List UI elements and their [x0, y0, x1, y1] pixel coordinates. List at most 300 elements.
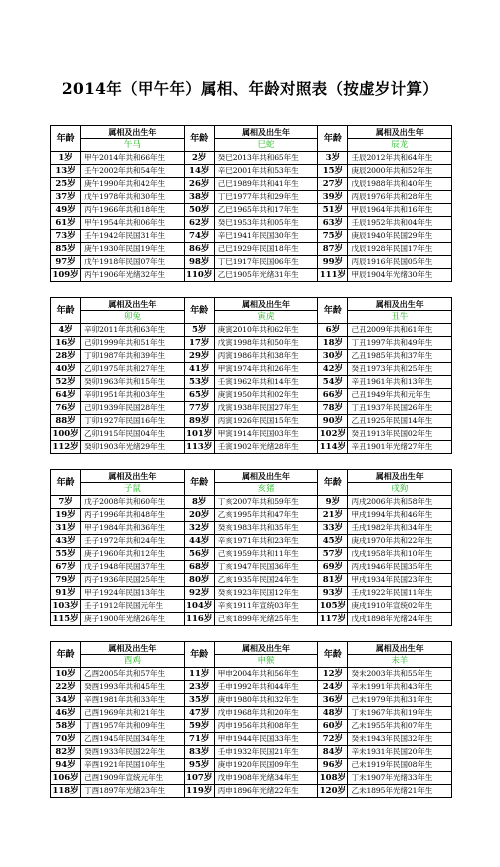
- zodiac-year-column-header: 属相及出生年: [348, 642, 452, 655]
- age-cell: 22岁: [51, 681, 81, 694]
- birth-year-cell: 庚戌1910年宣统02年生: [348, 600, 452, 613]
- age-cell: 34岁: [51, 694, 81, 707]
- table-row: [51, 178, 452, 191]
- age-cell: 31岁: [51, 522, 81, 535]
- birth-year-cell: 庚申1980年共和32年生: [214, 694, 318, 707]
- zodiac-year-column-header: 属相及出生年: [348, 470, 452, 483]
- age-cell: 83岁: [184, 746, 214, 759]
- birth-year-cell: 癸未1943年民国32年生: [348, 733, 452, 746]
- birth-year-cell: 甲申2004年共和56年生: [214, 668, 318, 681]
- birth-year-cell: 乙巳1965年共和17年生: [214, 204, 318, 217]
- birth-year-cell: 戊戌1958年共和10年生: [348, 548, 452, 561]
- table-row: [51, 256, 452, 269]
- age-cell: 48岁: [318, 707, 348, 720]
- table-row: [51, 243, 452, 256]
- birth-year-cell: 己丑1949年共和元年生: [348, 389, 452, 402]
- age-cell: 32岁: [184, 522, 214, 535]
- age-cell: 98岁: [184, 256, 214, 269]
- birth-year-cell: 丙午1966年共和18年生: [81, 204, 185, 217]
- age-cell: 61岁: [51, 217, 81, 230]
- birth-year-cell: 癸巳1953年共和05年生: [214, 217, 318, 230]
- age-cell: 28岁: [51, 350, 81, 363]
- age-cell: 120岁: [319, 786, 346, 796]
- age-cell: 113岁: [186, 442, 213, 452]
- age-cell: 88岁: [51, 415, 81, 428]
- age-column-header: 年龄: [51, 126, 81, 152]
- age-cell: 102岁: [319, 429, 346, 439]
- birth-year-cell: 壬戌1982年共和34年生: [348, 522, 452, 535]
- age-cell: 72岁: [318, 733, 348, 746]
- age-cell: 11岁: [184, 668, 214, 681]
- birth-year-cell: 壬戌1922年民国11年生: [348, 587, 452, 600]
- age-cell: 15岁: [318, 165, 348, 178]
- birth-year-cell: 乙巳1905年光绪31年生: [214, 269, 318, 282]
- age-cell: 74岁: [184, 230, 214, 243]
- birth-year-cell: 丁未1907年光绪33年生: [348, 772, 452, 785]
- birth-year-cell: 壬申1932年民国21年生: [214, 746, 318, 759]
- birth-year-cell: 丁酉1957年共和09年生: [81, 720, 185, 733]
- age-cell: 4岁: [51, 324, 81, 337]
- birth-year-cell: 癸酉1933年民国22年生: [81, 746, 185, 759]
- age-cell: 56岁: [184, 548, 214, 561]
- birth-year-cell: 丁丑1997年共和49年生: [348, 337, 452, 350]
- birth-year-cell: 甲午1954年共和06年生: [81, 217, 185, 230]
- table-row: [51, 217, 452, 230]
- birth-year-cell: 戊寅1938年民国27年生: [214, 402, 318, 415]
- table-row: [51, 350, 452, 363]
- birth-year-cell: 戊申1908年光绪34年生: [214, 772, 318, 785]
- age-cell: 17岁: [184, 337, 214, 350]
- table-row: [51, 376, 452, 389]
- birth-year-cell: 辛亥1911年宣统03年生: [214, 600, 318, 613]
- age-column-header: 年龄: [184, 642, 214, 668]
- birth-year-cell: 丁卯1927年民国16年生: [81, 415, 185, 428]
- age-cell: 87岁: [318, 243, 348, 256]
- birth-year-cell: 己未1979年共和31年生: [348, 694, 452, 707]
- birth-year-cell: 壬申1992年共和44年生: [214, 681, 318, 694]
- age-cell: 99岁: [318, 256, 348, 269]
- birth-year-cell: 庚午1990年共和42年生: [81, 178, 185, 191]
- age-cell: 110岁: [186, 270, 213, 280]
- birth-year-cell: 乙未1955年共和07年生: [348, 720, 452, 733]
- table-row: [51, 428, 452, 441]
- age-cell: 8岁: [184, 496, 214, 509]
- age-cell: 25岁: [51, 178, 81, 191]
- birth-year-cell: 戊辰1928年民国17年生: [348, 243, 452, 256]
- age-cell: 64岁: [51, 389, 81, 402]
- zodiac-year-column-header: 属相及出生年: [81, 642, 185, 655]
- birth-year-cell: 戊午1918年民国07年生: [81, 256, 185, 269]
- age-cell: 90岁: [318, 415, 348, 428]
- table-row: [51, 707, 452, 720]
- birth-year-cell: 丁巳1977年共和29年生: [214, 191, 318, 204]
- table-row: [51, 165, 452, 178]
- zodiac-name: 辰龙: [348, 139, 452, 152]
- age-cell: 23岁: [184, 681, 214, 694]
- birth-year-cell: 庚寅2010年共和62年生: [214, 324, 318, 337]
- birth-year-cell: 庚午1930年民国19年生: [81, 243, 185, 256]
- age-cell: 118岁: [52, 786, 79, 796]
- birth-year-cell: 乙酉1945年民国34年生: [81, 733, 185, 746]
- birth-year-cell: 庚子1900年光绪26年生: [81, 613, 185, 626]
- birth-year-cell: 乙卯1915年民国04年生: [81, 428, 185, 441]
- age-cell: 93岁: [318, 587, 348, 600]
- birth-year-cell: 辛未1991年共和43年生: [348, 681, 452, 694]
- age-cell: 108岁: [319, 773, 346, 783]
- birth-year-cell: 癸丑1913年民国02年生: [348, 428, 452, 441]
- birth-year-cell: 戊戌1898年光绪24年生: [348, 613, 452, 626]
- birth-year-cell: 癸卯1963年共和15年生: [81, 376, 185, 389]
- table-row: [51, 720, 452, 733]
- age-cell: 100岁: [52, 429, 79, 439]
- birth-year-cell: 壬午1942年民国31年生: [81, 230, 185, 243]
- table-row: [51, 402, 452, 415]
- birth-year-cell: 辛卯1951年共和03年生: [81, 389, 185, 402]
- table-row: [51, 785, 452, 798]
- age-cell: 45岁: [318, 535, 348, 548]
- table-row: [51, 561, 452, 574]
- birth-year-cell: 壬午2002年共和54年生: [81, 165, 185, 178]
- birth-year-cell: 己酉1909年宣统元年生: [81, 772, 185, 785]
- zodiac-name: 巳蛇: [214, 139, 318, 152]
- age-cell: 69岁: [318, 561, 348, 574]
- zodiac-block-3: [50, 469, 452, 626]
- age-column-header: 年龄: [51, 298, 81, 324]
- age-cell: 2岁: [184, 152, 214, 165]
- age-cell: 18岁: [318, 337, 348, 350]
- age-cell: 117岁: [319, 614, 346, 624]
- birth-year-cell: 壬寅1962年共和14年生: [214, 376, 318, 389]
- age-cell: 65岁: [184, 389, 214, 402]
- birth-year-cell: 癸卯1903年光绪29年生: [81, 441, 185, 454]
- age-cell: 26岁: [184, 178, 214, 191]
- age-cell: 68岁: [184, 561, 214, 574]
- birth-year-cell: 辛亥1971年共和23年生: [214, 535, 318, 548]
- age-cell: 7岁: [51, 496, 81, 509]
- birth-year-cell: 丁未1967年共和19年生: [348, 707, 452, 720]
- birth-year-cell: 癸巳2013年共和65年生: [214, 152, 318, 165]
- age-cell: 24岁: [318, 681, 348, 694]
- birth-year-cell: 癸亥1923年民国12年生: [214, 587, 318, 600]
- zodiac-name: 午马: [81, 139, 185, 152]
- birth-year-cell: 壬辰2012年共和64年生: [348, 152, 452, 165]
- zodiac-name: 丑牛: [348, 311, 452, 324]
- age-column-header: 年龄: [51, 470, 81, 496]
- birth-year-cell: 己巳1989年共和41年生: [214, 178, 318, 191]
- birth-year-cell: 己亥1959年共和11年生: [214, 548, 318, 561]
- age-cell: 58岁: [51, 720, 81, 733]
- birth-year-cell: 甲辰1964年共和16年生: [348, 204, 452, 217]
- birth-year-cell: 戊子2008年共和60年生: [81, 496, 185, 509]
- age-cell: 3岁: [318, 152, 348, 165]
- age-cell: 70岁: [51, 733, 81, 746]
- table-row: [51, 548, 452, 561]
- age-cell: 95岁: [184, 759, 214, 772]
- age-cell: 105岁: [319, 601, 346, 611]
- table-row: [51, 152, 452, 165]
- birth-year-cell: 癸亥1983年共和35年生: [214, 522, 318, 535]
- table-row: [51, 600, 452, 613]
- birth-year-cell: 丙辰1976年共和28年生: [348, 191, 452, 204]
- zodiac-year-column-header: 属相及出生年: [214, 126, 318, 139]
- birth-year-cell: 丙申1956年共和08年生: [214, 720, 318, 733]
- birth-year-cell: 辛丑1961年共和13年生: [348, 376, 452, 389]
- zodiac-year-column-header: 属相及出生年: [81, 470, 185, 483]
- birth-year-cell: 丁卯1987年共和39年生: [81, 350, 185, 363]
- zodiac-name: 卯兔: [81, 311, 185, 324]
- age-cell: 53岁: [184, 376, 214, 389]
- birth-year-cell: 庚申1920年民国09年生: [214, 759, 318, 772]
- birth-year-cell: 甲戌1994年共和46年生: [348, 509, 452, 522]
- birth-year-cell: 甲午2014年共和66年生: [81, 152, 185, 165]
- birth-year-cell: 己酉1969年共和21年生: [81, 707, 185, 720]
- age-cell: 37岁: [51, 191, 81, 204]
- age-cell: 60岁: [318, 720, 348, 733]
- age-column-header: 年龄: [318, 642, 348, 668]
- table-row: [51, 441, 452, 454]
- birth-year-cell: 乙未1895年光绪21年生: [348, 785, 452, 798]
- zodiac-name: 酉鸡: [81, 655, 185, 668]
- age-cell: 76岁: [51, 402, 81, 415]
- birth-year-cell: 丙辰1916年民国05年生: [348, 256, 452, 269]
- birth-year-cell: 甲寅1974年共和26年生: [214, 363, 318, 376]
- table-row: [51, 509, 452, 522]
- birth-year-cell: 甲寅1914年民国03年生: [214, 428, 318, 441]
- table-row: [51, 668, 452, 681]
- birth-year-cell: 甲申1944年民国33年生: [214, 733, 318, 746]
- age-cell: 41岁: [184, 363, 214, 376]
- birth-year-cell: 戊子1948年民国37年生: [81, 561, 185, 574]
- birth-year-cell: 庚辰1940年民国29年生: [348, 230, 452, 243]
- age-cell: 54岁: [318, 376, 348, 389]
- age-cell: 84岁: [318, 746, 348, 759]
- birth-year-cell: 庚辰2000年共和52年生: [348, 165, 452, 178]
- table-row: [51, 759, 452, 772]
- age-cell: 114岁: [319, 442, 346, 452]
- age-cell: 55岁: [51, 548, 81, 561]
- birth-year-cell: 己未1919年民国08年生: [348, 759, 452, 772]
- age-cell: 51岁: [318, 204, 348, 217]
- age-cell: 67岁: [51, 561, 81, 574]
- age-cell: 107岁: [186, 773, 213, 783]
- age-column-header: 年龄: [318, 470, 348, 496]
- birth-year-cell: 戊寅1998年共和50年生: [214, 337, 318, 350]
- age-cell: 101岁: [186, 429, 213, 439]
- table-row: [51, 363, 452, 376]
- birth-year-cell: 甲戌1934年民国23年生: [348, 574, 452, 587]
- birth-year-cell: 丙午1906年光绪32年生: [81, 269, 185, 282]
- age-cell: 71岁: [184, 733, 214, 746]
- age-cell: 27岁: [318, 178, 348, 191]
- age-cell: 21岁: [318, 509, 348, 522]
- table-row: [51, 613, 452, 626]
- birth-year-cell: 辛卯2011年共和63年生: [81, 324, 185, 337]
- age-cell: 115岁: [52, 614, 79, 624]
- age-cell: 109岁: [52, 270, 79, 280]
- birth-year-cell: 壬寅1902年光绪28年生: [214, 441, 318, 454]
- zodiac-block-1: [50, 125, 452, 282]
- table-row: [51, 415, 452, 428]
- zodiac-name: 寅虎: [214, 311, 318, 324]
- age-cell: 19岁: [51, 509, 81, 522]
- age-cell: 52岁: [51, 376, 81, 389]
- age-cell: 46岁: [51, 707, 81, 720]
- birth-year-cell: 甲辰1904年光绪30年生: [348, 269, 452, 282]
- table-row: [51, 204, 452, 217]
- birth-year-cell: 己巳1929年民国18年生: [214, 243, 318, 256]
- age-column-header: 年龄: [184, 298, 214, 324]
- birth-year-cell: 丁亥2007年共和59年生: [214, 496, 318, 509]
- birth-year-cell: 戊辰1988年共和40年生: [348, 178, 452, 191]
- birth-year-cell: 丁巳1917年民国06年生: [214, 256, 318, 269]
- age-column-header: 年龄: [184, 470, 214, 496]
- table-row: [51, 535, 452, 548]
- birth-year-cell: 辛未1931年民国20年生: [348, 746, 452, 759]
- age-cell: 29岁: [184, 350, 214, 363]
- zodiac-name: 未羊: [348, 655, 452, 668]
- zodiac-year-column-header: 属相及出生年: [81, 298, 185, 311]
- birth-year-cell: 甲子1924年民国13年生: [81, 587, 185, 600]
- age-cell: 89岁: [184, 415, 214, 428]
- age-cell: 36岁: [318, 694, 348, 707]
- age-cell: 49岁: [51, 204, 81, 217]
- age-cell: 73岁: [51, 230, 81, 243]
- zodiac-year-column-header: 属相及出生年: [81, 126, 185, 139]
- age-column-header: 年龄: [51, 642, 81, 668]
- age-cell: 12岁: [318, 668, 348, 681]
- table-row: [51, 746, 452, 759]
- zodiac-year-column-header: 属相及出生年: [214, 298, 318, 311]
- age-cell: 112岁: [52, 442, 79, 452]
- zodiac-block-4: [50, 641, 452, 798]
- birth-year-cell: 丙寅1986年共和38年生: [214, 350, 318, 363]
- age-cell: 59岁: [184, 720, 214, 733]
- age-cell: 82岁: [51, 746, 81, 759]
- age-cell: 104岁: [186, 601, 213, 611]
- table-row: [51, 574, 452, 587]
- birth-year-cell: 乙亥1995年共和47年生: [214, 509, 318, 522]
- birth-year-cell: 乙酉2005年共和57年生: [81, 668, 185, 681]
- birth-year-cell: 己卯1999年共和51年生: [81, 337, 185, 350]
- age-cell: 79岁: [51, 574, 81, 587]
- birth-year-cell: 丙戌1946年民国35年生: [348, 561, 452, 574]
- age-cell: 80岁: [184, 574, 214, 587]
- age-cell: 47岁: [184, 707, 214, 720]
- age-cell: 5岁: [184, 324, 214, 337]
- age-cell: 44岁: [184, 535, 214, 548]
- zodiac-name: 亥猪: [214, 483, 318, 496]
- birth-year-cell: 乙卯1975年共和27年生: [81, 363, 185, 376]
- age-cell: 39岁: [318, 191, 348, 204]
- table-row: [51, 269, 452, 282]
- age-cell: 116岁: [186, 614, 213, 624]
- birth-year-cell: 戊午1978年共和30年生: [81, 191, 185, 204]
- zodiac-year-column-header: 属相及出生年: [214, 470, 318, 483]
- age-cell: 75岁: [318, 230, 348, 243]
- table-row: [51, 496, 452, 509]
- birth-year-cell: 辛酉1981年共和33年生: [81, 694, 185, 707]
- birth-year-cell: 己卯1939年民国28年生: [81, 402, 185, 415]
- age-cell: 66岁: [318, 389, 348, 402]
- age-cell: 63岁: [318, 217, 348, 230]
- birth-year-cell: 壬子1912年民国元年生: [81, 600, 185, 613]
- birth-year-cell: 丙寅1926年民国15年生: [214, 415, 318, 428]
- table-row: [51, 587, 452, 600]
- age-cell: 42岁: [318, 363, 348, 376]
- zodiac-year-column-header: 属相及出生年: [348, 126, 452, 139]
- birth-year-cell: 乙丑1985年共和37年生: [348, 350, 452, 363]
- age-cell: 119岁: [186, 786, 213, 796]
- birth-year-cell: 辛丑1901年光绪27年生: [348, 441, 452, 454]
- birth-year-cell: 庚子1960年共和12年生: [81, 548, 185, 561]
- birth-year-cell: 辛酉1921年民国10年生: [81, 759, 185, 772]
- birth-year-cell: 癸丑1973年共和25年生: [348, 363, 452, 376]
- age-column-header: 年龄: [318, 298, 348, 324]
- table-row: [51, 230, 452, 243]
- table-row: [51, 389, 452, 402]
- age-cell: 1岁: [51, 152, 81, 165]
- age-cell: 85岁: [51, 243, 81, 256]
- age-cell: 97岁: [51, 256, 81, 269]
- age-cell: 43岁: [51, 535, 81, 548]
- table-row: [51, 324, 452, 337]
- age-cell: 77岁: [184, 402, 214, 415]
- age-cell: 111岁: [319, 270, 346, 280]
- age-cell: 86岁: [184, 243, 214, 256]
- age-cell: 10岁: [51, 668, 81, 681]
- birth-year-cell: 丙戌2006年共和58年生: [348, 496, 452, 509]
- birth-year-cell: 乙丑1925年民国14年生: [348, 415, 452, 428]
- page-title: 2014年（甲午年）属相、年龄对照表（按虚岁计算）: [61, 79, 439, 98]
- age-cell: 20岁: [184, 509, 214, 522]
- table-row: [51, 337, 452, 350]
- zodiac-name: 戌狗: [348, 483, 452, 496]
- zodiac-name: 子鼠: [81, 483, 185, 496]
- age-cell: 50岁: [184, 204, 214, 217]
- age-cell: 78岁: [318, 402, 348, 415]
- age-cell: 33岁: [318, 522, 348, 535]
- table-row: [51, 681, 452, 694]
- age-column-header: 年龄: [184, 126, 214, 152]
- age-cell: 103岁: [52, 601, 79, 611]
- birth-year-cell: 丁亥1947年民国36年生: [214, 561, 318, 574]
- age-cell: 92岁: [184, 587, 214, 600]
- age-cell: 40岁: [51, 363, 81, 376]
- table-row: [51, 694, 452, 707]
- zodiac-year-column-header: 属相及出生年: [214, 642, 318, 655]
- birth-year-cell: 戊申1968年共和20年生: [214, 707, 318, 720]
- age-cell: 94岁: [51, 759, 81, 772]
- age-cell: 91岁: [51, 587, 81, 600]
- birth-year-cell: 丙子1936年民国25年生: [81, 574, 185, 587]
- birth-year-cell: 丁酉1897年光绪23年生: [81, 785, 185, 798]
- birth-year-cell: 辛巳1941年民国30年生: [214, 230, 318, 243]
- age-cell: 38岁: [184, 191, 214, 204]
- birth-year-cell: 壬辰1952年共和04年生: [348, 217, 452, 230]
- age-cell: 9岁: [318, 496, 348, 509]
- birth-year-cell: 乙亥1935年民国24年生: [214, 574, 318, 587]
- age-cell: 81岁: [318, 574, 348, 587]
- age-cell: 96岁: [318, 759, 348, 772]
- age-cell: 13岁: [51, 165, 81, 178]
- age-cell: 14岁: [184, 165, 214, 178]
- age-column-header: 年龄: [318, 126, 348, 152]
- birth-year-cell: 庚寅1950年共和02年生: [214, 389, 318, 402]
- table-row: [51, 733, 452, 746]
- birth-year-cell: 庚戌1970年共和22年生: [348, 535, 452, 548]
- birth-year-cell: 甲子1984年共和36年生: [81, 522, 185, 535]
- birth-year-cell: 癸未2003年共和55年生: [348, 668, 452, 681]
